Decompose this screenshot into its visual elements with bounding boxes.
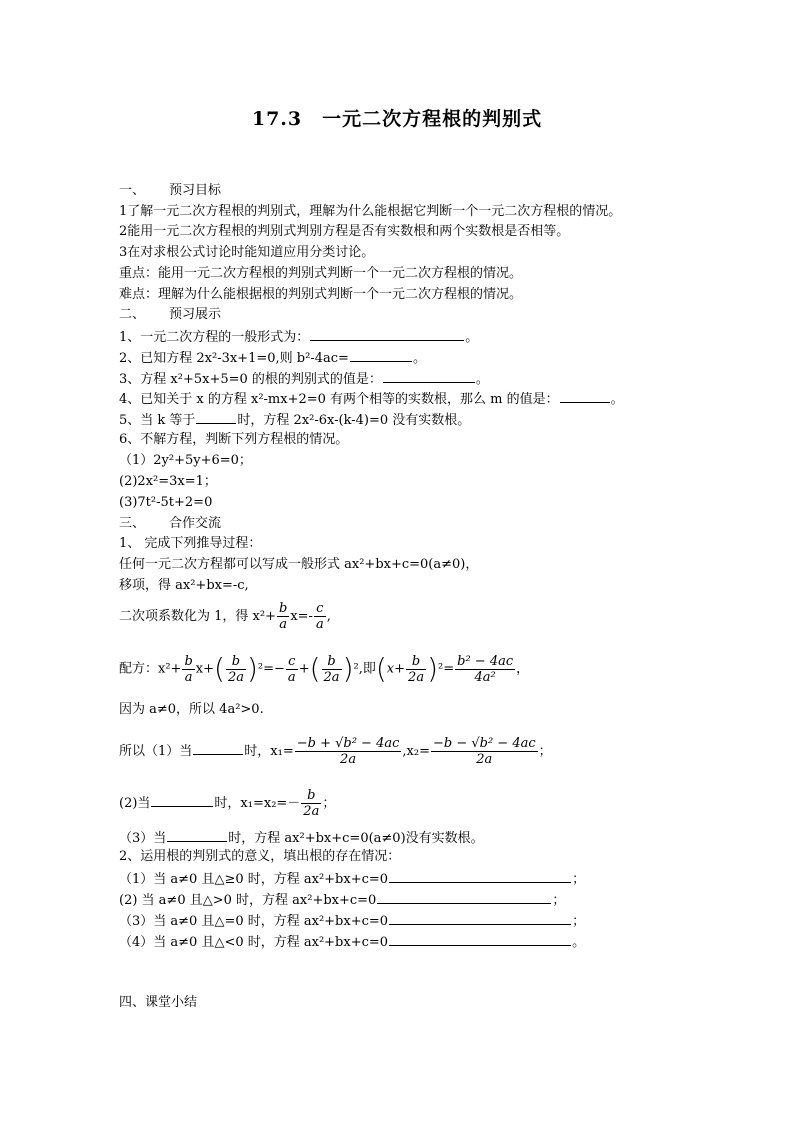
question-end: 。 — [475, 372, 489, 387]
fraction-numerator: b — [278, 601, 288, 616]
fraction — [431, 736, 538, 767]
fraction-numerator: b — [327, 653, 336, 669]
question-text: 时，方程 2x²-6x-(k-4)=0 没有实数根。 — [237, 413, 471, 428]
section-number: 一、 — [119, 183, 146, 198]
derivation-step-2: 移项，得 ax²+bx=-c, — [119, 578, 249, 593]
section-number: 三、 — [119, 516, 146, 531]
step-text: ； — [538, 744, 552, 759]
step-text: ,即 — [358, 661, 376, 677]
question-text: 1、一元二次方程的一般形式为： — [119, 330, 310, 345]
right-paren: ) — [342, 652, 354, 685]
exercise-4 — [119, 933, 585, 951]
answer-blank[interactable] — [383, 370, 475, 383]
fraction-denominator: a — [315, 617, 324, 632]
question-6-part-3: (3)7t²-5t+2=0 — [119, 495, 213, 510]
step-text: (2)当 — [119, 796, 151, 811]
section-number: 二、 — [119, 307, 146, 322]
exercise-end: ； — [572, 872, 586, 887]
section-heading-1 — [119, 183, 221, 199]
fraction-denominator: 4a² — [455, 669, 515, 685]
exercise-end: ； — [572, 914, 586, 929]
question-end: 。 — [412, 351, 426, 366]
answer-blank[interactable] — [310, 328, 464, 341]
math-text: ²=− — [257, 661, 285, 677]
fraction — [286, 654, 298, 685]
fraction-numerator: b² − 4ac — [457, 653, 514, 669]
exercise-heading: 2、运用根的判别式的意义，填出根的存在情况： — [119, 849, 401, 864]
fraction-numerator: −b + √b² − 4ac — [296, 736, 400, 751]
section-heading-4: 四、课堂小结 — [119, 995, 198, 1010]
derivation-step-3 — [119, 598, 331, 636]
section-label: 合作交流 — [169, 516, 222, 531]
page-title: 17.3 一元二次方程根的判别式 — [251, 108, 543, 130]
question-1 — [119, 328, 478, 346]
fraction — [182, 654, 194, 685]
answer-blank[interactable] — [377, 891, 551, 904]
fraction-denominator: a — [277, 616, 289, 632]
question-text: 5、当 k 等于 — [119, 413, 196, 428]
fraction-denominator: 2a — [295, 751, 402, 767]
exercise-1 — [119, 870, 585, 888]
question-6: 6、不解方程，判断下列方程根的情况。 — [119, 432, 349, 447]
fraction-numerator: b — [231, 653, 241, 669]
section-heading-2 — [119, 307, 221, 323]
fraction-numerator: c — [316, 601, 324, 616]
derivation-step-8 — [119, 829, 484, 847]
step-text: 时，x₁=x₂=－ — [214, 796, 301, 811]
objective-1: 1了解一元二次方程根的判别式，理解为什么能根据它判断一个一元二次方程根的情况。 — [119, 204, 622, 219]
step-text: （3）当 — [119, 831, 167, 846]
step-text: 所以（1）当 — [119, 744, 193, 759]
math-text: x₂= — [406, 744, 430, 759]
answer-blank[interactable] — [151, 794, 213, 807]
question-2 — [119, 349, 426, 367]
fraction-denominator: 2a — [408, 669, 425, 685]
left-paren: ( — [375, 652, 387, 685]
objective-2: 2能用一元二次方程根的判别式判别方程是否有实数根和两个实数根是否相等。 — [119, 224, 570, 239]
exercise-3 — [119, 912, 585, 930]
fraction-denominator: 2a — [227, 669, 244, 685]
answer-blank[interactable] — [389, 870, 571, 883]
math-text: x+ — [195, 661, 215, 677]
fraction — [277, 601, 289, 632]
step-text: 时，方程 ax²+bx+c=0(a≠0)没有实数根。 — [228, 831, 484, 846]
section-label: 预习展示 — [169, 307, 222, 322]
math-text: ²= — [438, 661, 455, 677]
exercise-text: （1）当 a≠0 且△≥0 时，方程 ax²+bx+c=0 — [119, 872, 389, 887]
fraction — [314, 601, 326, 632]
math-text: + — [394, 661, 406, 677]
question-3 — [119, 370, 489, 388]
step-text: x=- — [290, 609, 313, 624]
derivation-step-1: 任何一元二次方程都可以写成一般形式 ax²+bx+c=0(a≠0)， — [119, 557, 479, 572]
step-text: 二次项系数化为 1，得 x²+ — [119, 609, 276, 624]
math-text: x²+ — [158, 661, 182, 677]
step-text: , — [326, 609, 331, 624]
question-text: 3、方程 x²+5x+5=0 的根的判别式的值是： — [119, 372, 382, 387]
right-paren: ) — [427, 652, 439, 685]
question-text: 2、已知方程 2x²-3x+1=0,则 b²-4ac= — [119, 351, 349, 366]
step-text: ； — [322, 796, 336, 811]
question-6-part-2: (2)2x²=3x=1； — [119, 474, 217, 489]
fraction-numerator: c — [288, 653, 296, 669]
question-text: 4、已知关于 x 的方程 x²-mx+2=0 有两个相等的实数根，那么 m 的值是： — [119, 392, 559, 407]
right-paren: ) — [246, 652, 258, 685]
fraction-numerator: b — [411, 653, 421, 669]
fraction-denominator: 2a — [431, 751, 538, 767]
question-4 — [119, 390, 624, 408]
math-text: x₁= — [270, 744, 294, 759]
fraction-numerator: b — [184, 653, 193, 669]
answer-blank[interactable] — [389, 933, 571, 946]
answer-blank[interactable] — [193, 742, 243, 755]
question-end: 。 — [465, 330, 479, 345]
fraction-denominator: 2a — [303, 804, 320, 819]
exercise-text: (2) 当 a≠0 且△>0 时，方程 ax²+bx+c=0 — [119, 893, 377, 908]
exercise-end: ； — [552, 893, 566, 908]
section-heading-3 — [119, 516, 221, 532]
answer-blank[interactable] — [389, 912, 571, 925]
derivation-step-4 — [119, 646, 529, 693]
exercise-text: （3）当 a≠0 且△=0 时，方程 ax²+bx+c=0 — [119, 914, 389, 929]
left-paren: ( — [214, 652, 225, 685]
exercise-2 — [119, 891, 565, 909]
step-text: 配方： — [119, 661, 159, 677]
question-6-part-1: （1）2y²+5y+6=0； — [119, 453, 252, 468]
math-text: ² — [353, 661, 359, 677]
step-text: 时， — [244, 744, 271, 759]
objective-3: 3在对求根公式讨论时能知道应用分类讨论。 — [119, 245, 375, 260]
exercise-end: 。 — [572, 935, 586, 950]
question-end: 。 — [610, 392, 624, 407]
fraction-numerator: −b − √b² − 4ac — [432, 736, 536, 751]
section-label: 预习目标 — [169, 183, 222, 198]
answer-blank[interactable] — [560, 390, 610, 403]
derivation-step-6 — [119, 731, 552, 773]
derivation-step-5: 因为 a≠0，所以 4a²>0. — [119, 702, 264, 717]
step-text: ， — [516, 661, 530, 677]
derivation-heading: 1、 完成下列推导过程： — [119, 536, 262, 551]
answer-blank[interactable] — [350, 349, 412, 362]
fraction-denominator: 2a — [323, 669, 340, 685]
math-text: x — [386, 661, 395, 677]
fraction-numerator: b — [307, 788, 316, 803]
fraction — [295, 736, 402, 767]
exercise-text: （4）当 a≠0 且△<0 时，方程 ax²+bx+c=0 — [119, 935, 389, 950]
fraction-denominator: a — [287, 669, 296, 685]
step-text: , — [402, 744, 407, 759]
question-5 — [119, 411, 470, 429]
key-point: 重点：能用一元二次方程根的判别式判断一个一元二次方程根的情况。 — [119, 266, 523, 281]
derivation-step-7 — [119, 785, 335, 823]
fraction — [322, 654, 342, 685]
fraction — [301, 788, 321, 819]
fraction-denominator: a — [182, 669, 194, 685]
fraction — [226, 654, 246, 685]
math-text: + — [298, 661, 310, 677]
fraction — [406, 654, 426, 685]
fraction — [455, 654, 515, 685]
answer-blank[interactable] — [196, 411, 236, 424]
answer-blank[interactable] — [167, 829, 227, 842]
left-paren: ( — [309, 652, 321, 685]
difficulty: 难点：理解为什么能根据根的判别式判断一个一元二次方程根的情况。 — [119, 287, 523, 302]
